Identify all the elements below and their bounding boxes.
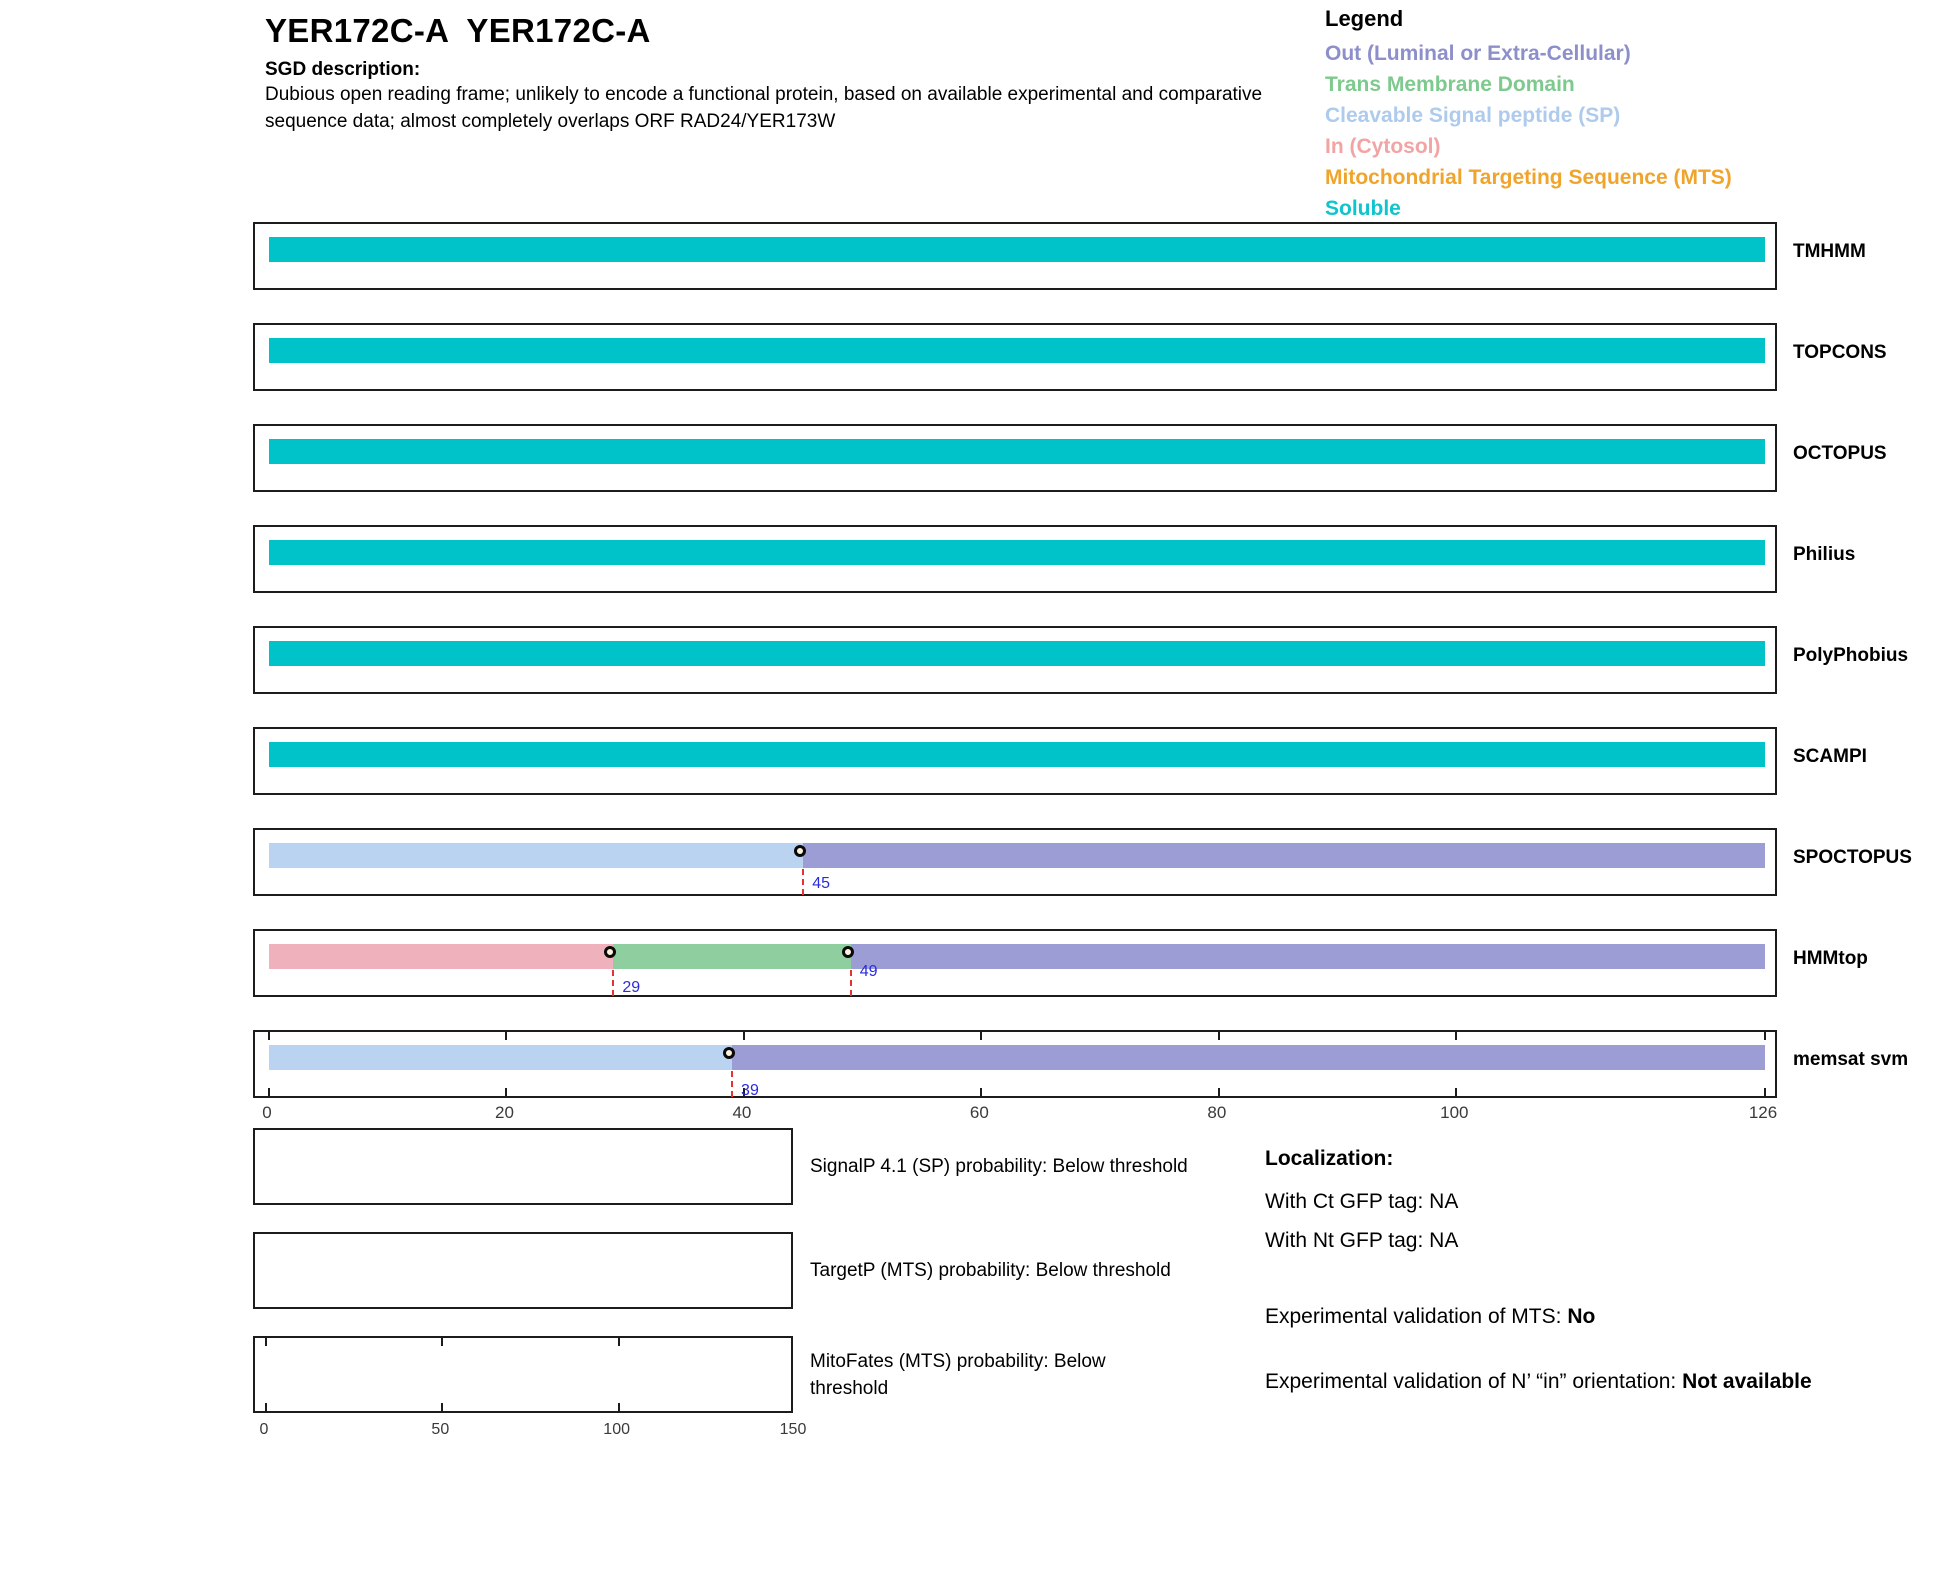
probability-plot-label-text: MitoFates (MTS) probability: Below threshold [810, 1350, 1106, 1399]
legend-item-soluble: Soluble [1325, 197, 1401, 220]
localization-panel [1265, 1147, 1865, 1467]
probability-axis-label: 100 [603, 1421, 631, 1438]
legend-items [1325, 38, 1732, 224]
boundary-value: 45 [812, 875, 831, 892]
orientation-validation [1265, 1366, 1840, 1398]
probability-axis-tick [618, 1338, 620, 1346]
boundary-line [850, 970, 852, 996]
probability-plot-row-2 [253, 1336, 1253, 1440]
axis-tick [1455, 1088, 1457, 1096]
axis-tick [1218, 1032, 1220, 1040]
probability-plot-row-1 [253, 1232, 1253, 1336]
probability-plot-label-text: TargetP (MTS) probability: Below threshold [810, 1260, 1171, 1281]
segment-soluble [269, 540, 1765, 565]
axis-tick [268, 1032, 270, 1040]
sgd-description-text: Dubious open reading frame; unlikely to encode a functional protein, based on available experimental and comparative sequence data; almost completely overlaps ORF RAD24/YER173W [265, 84, 1263, 132]
boundary-marker [842, 946, 854, 958]
probability-axis-tick [441, 1338, 443, 1346]
axis-tick [743, 1032, 745, 1040]
probability-axis-label: 0 [259, 1421, 269, 1438]
mts-validation-label: Experimental validation of MTS: [1265, 1305, 1562, 1328]
mts-validation [1265, 1305, 1595, 1329]
track-hmmtop [253, 929, 1868, 997]
track-name-spoctopus: SPOCTOPUS [1793, 847, 1912, 868]
axis-tick [980, 1032, 982, 1040]
sequence-position-axis [253, 1103, 1777, 1127]
probability-plot-label-2 [810, 1336, 1155, 1413]
sequence-axis-label: 126 [1748, 1103, 1778, 1122]
sequence-axis-label: 40 [732, 1103, 752, 1122]
probability-plot-box-2 [253, 1336, 793, 1413]
legend-item-tm: Trans Membrane Domain [1325, 73, 1575, 96]
sequence-axis-label: 80 [1207, 1103, 1227, 1122]
sequence-axis-label: 20 [494, 1103, 514, 1122]
probability-plot-box-1 [253, 1232, 793, 1309]
mts-validation-value: No [1567, 1305, 1596, 1328]
boundary-line [802, 869, 804, 895]
track-name-scampi: SCAMPI [1793, 746, 1867, 767]
legend-item-out: Out (Luminal or Extra-Cellular) [1325, 42, 1631, 65]
track-name-memsat-svm: memsat svm [1793, 1049, 1909, 1070]
segment-in [269, 944, 613, 969]
track-name-octopus: OCTOPUS [1793, 443, 1887, 464]
segment-sp [269, 1045, 732, 1070]
probability-axis-tick [265, 1338, 267, 1346]
localization-title: Localization: [1265, 1147, 1394, 1170]
axis-tick [1218, 1088, 1220, 1096]
segment-soluble [269, 338, 1765, 363]
sgd-description-label: SGD description: [265, 59, 421, 80]
probability-axis-tick [265, 1403, 267, 1411]
segment-soluble [269, 439, 1765, 464]
segment-soluble [269, 237, 1765, 262]
probability-plot-row-0 [253, 1128, 1253, 1232]
legend-title: Legend [1325, 6, 1404, 31]
axis-tick [505, 1032, 507, 1040]
track-polyphobius [253, 626, 1909, 694]
track-memsat-svm [253, 1030, 1909, 1099]
segment-soluble [269, 641, 1765, 666]
boundary-line [612, 970, 614, 996]
axis-tick [268, 1088, 270, 1096]
boundary-marker [723, 1047, 735, 1059]
legend-item-in: In (Cytosol) [1325, 135, 1441, 158]
sequence-axis-label: 100 [1440, 1103, 1469, 1122]
probability-axis-label: 150 [779, 1421, 807, 1438]
track-name-polyphobius: PolyPhobius [1793, 645, 1909, 666]
track-philius [253, 525, 1856, 593]
boundary-line [731, 1071, 733, 1097]
prediction-tracks [253, 222, 1912, 1131]
page-title: YER172C-A YER172C-A [265, 12, 651, 49]
segment-out [732, 1045, 1765, 1070]
track-topcons [253, 323, 1887, 391]
track-name-hmmtop: HMMtop [1793, 948, 1868, 969]
probability-plots [253, 1128, 1253, 1548]
orientation-validation-label: Experimental validation of N’ “in” orientation: [1265, 1370, 1677, 1393]
segment-sp [269, 843, 803, 868]
probability-axis-tick [441, 1403, 443, 1411]
track-name-tmhmm: TMHMM [1793, 241, 1866, 262]
localization-ct-gfp: With Ct GFP tag: NA [1265, 1190, 1459, 1213]
segment-tm [613, 944, 850, 969]
track-spoctopus [253, 828, 1912, 896]
boundary-value: 39 [741, 1082, 759, 1099]
segment-soluble [269, 742, 1765, 767]
legend [1325, 6, 1732, 224]
probability-axis-label: 50 [431, 1421, 450, 1438]
track-tmhmm [253, 222, 1866, 290]
segment-out [851, 944, 1765, 969]
legend-item-mts: Mitochondrial Targeting Sequence (MTS) [1325, 166, 1732, 189]
axis-tick [1764, 1088, 1766, 1096]
axis-tick [505, 1088, 507, 1096]
track-octopus [253, 424, 1887, 492]
probability-plot-label-0 [810, 1128, 1188, 1205]
probability-plot-label-1 [810, 1232, 1171, 1309]
legend-item-sp: Cleavable Signal peptide (SP) [1325, 104, 1621, 127]
probability-plot-label-text: SignalP 4.1 (SP) probability: Below threshold [810, 1156, 1188, 1177]
localization-nt-gfp: With Nt GFP tag: NA [1265, 1229, 1459, 1252]
axis-tick [980, 1088, 982, 1096]
track-scampi [253, 727, 1867, 795]
probability-axis-tick [618, 1403, 620, 1411]
track-name-philius: Philius [1793, 544, 1856, 565]
sequence-axis-label: 0 [262, 1103, 272, 1122]
boundary-value: 49 [859, 963, 878, 980]
orientation-validation-value: Not available [1682, 1370, 1812, 1393]
track-name-topcons: TOPCONS [1793, 342, 1887, 363]
axis-tick [1455, 1032, 1457, 1040]
probability-plot-box-0 [253, 1128, 793, 1205]
boundary-value: 29 [622, 979, 641, 996]
segment-out [803, 843, 1765, 868]
axis-tick [1764, 1032, 1766, 1040]
sequence-axis-label: 60 [969, 1103, 989, 1122]
